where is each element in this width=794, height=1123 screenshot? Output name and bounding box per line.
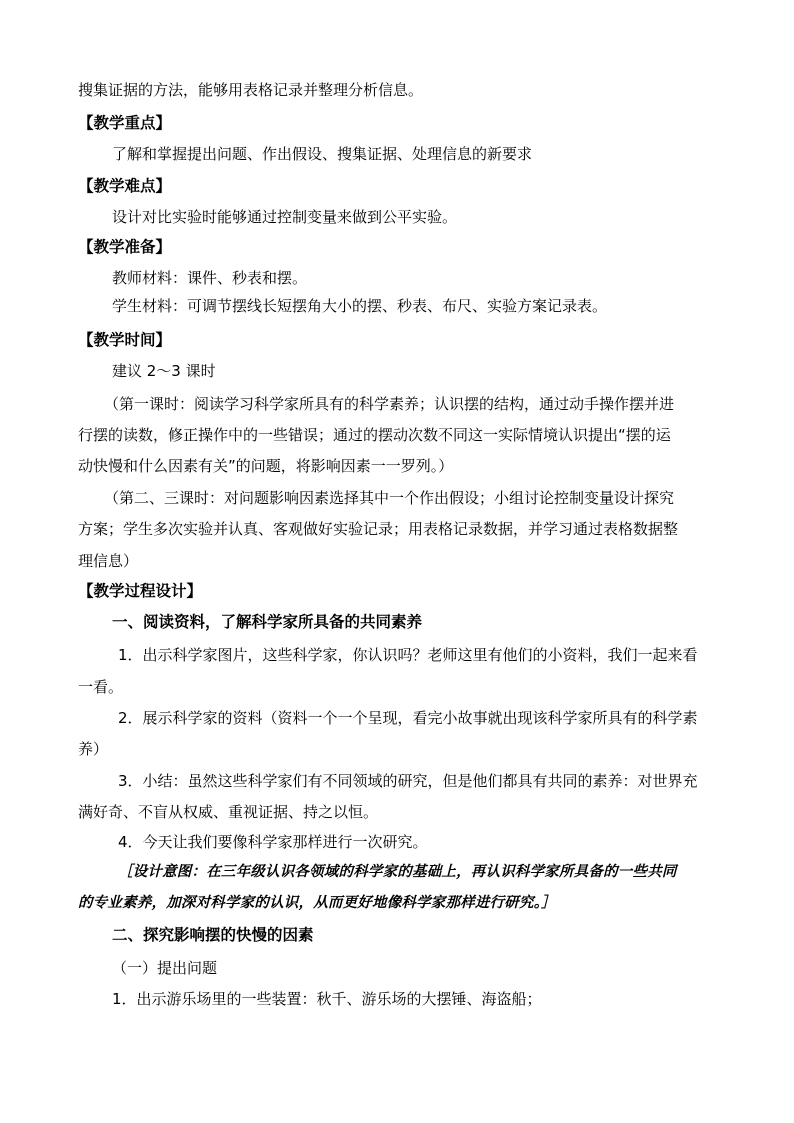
body-text: 4．今天让我们要像科学家那样进行一次研究。 xyxy=(118,833,428,851)
body-text: 1．出示游乐场里的一些装置：秋千、游乐场的大摆锤、海盗船； xyxy=(112,990,542,1008)
body-text: 3．小结：虽然这些科学家们有不同领域的研究，但是他们都具有共同的素养：对世界充 xyxy=(118,772,698,790)
design-intent-note: ［设计意图：在三年级认识各领域的科学家的基础上，再认识科学家所具备的一些共同 xyxy=(118,863,677,880)
section-heading-process: 【教学过程设计】 xyxy=(78,582,203,600)
body-text: 设计对比实验时能够通过控制变量来做到公平实验。 xyxy=(112,208,458,226)
body-text: 一看。 xyxy=(78,678,124,696)
body-text: （第二、三课时：对问题影响因素选择其中一个作出假设；小组讨论控制变量设计探究 xyxy=(104,489,675,507)
body-text: （第一课时：阅读学习科学家所具有的科学素养；认识摆的结构，通过动手操作摆并进 xyxy=(104,395,675,413)
body-text: 了解和掌握提出问题、作出假设、搜集证据、处理信息的新要求 xyxy=(112,145,533,163)
section-heading-difficulties: 【教学难点】 xyxy=(78,177,172,195)
body-text: 教师材料：课件、秒表和摆。 xyxy=(112,269,308,287)
body-text: 行摆的读数，修正操作中的一些错误；通过的摆动次数不同这一实际情境认识提出“摆的运 xyxy=(78,426,671,444)
body-text: 学生材料：可调节摆线长短摆角大小的摆、秒表、布尺、实验方案记录表。 xyxy=(112,297,608,315)
body-text: 满好奇、不盲从权威、重视证据、持之以恒。 xyxy=(78,803,379,821)
design-intent-note: 的专业素养，加深对科学家的认识，从而更好地像科学家那样进行研究。］ xyxy=(78,894,556,911)
body-text: 动快慢和什么因素有关”的问题，将影响因素一一罗列。） xyxy=(78,457,454,475)
body-text: 2．展示科学家的资料（资料一个一个呈现，看完小故事就出现该科学家所具有的科学素 xyxy=(118,709,698,727)
section-heading-time: 【教学时间】 xyxy=(78,331,172,349)
body-text: 理信息） xyxy=(78,552,139,570)
subsection-heading: 二、探究影响摆的快慢的因素 xyxy=(112,926,314,944)
body-text: 养） xyxy=(78,740,109,758)
body-text: （一）提出问题 xyxy=(112,959,218,977)
section-heading-preparation: 【教学准备】 xyxy=(78,238,172,256)
subsection-heading: 一、阅读资料，了解科学家所具备的共同素养 xyxy=(112,613,423,631)
body-text: 建议 2～3 课时 xyxy=(112,362,216,380)
body-text: 方案；学生多次实验并认真、客观做好实验记录；用表格记录数据，并学习通过表格数据整 xyxy=(78,520,679,538)
body-text: 1．出示科学家图片，这些科学家，你认识吗？老师这里有他们的小资料，我们一起来看 xyxy=(118,646,698,664)
section-heading-key-points: 【教学重点】 xyxy=(78,114,172,132)
body-text: 搜集证据的方法，能够用表格记录并整理分析信息。 xyxy=(78,81,424,99)
